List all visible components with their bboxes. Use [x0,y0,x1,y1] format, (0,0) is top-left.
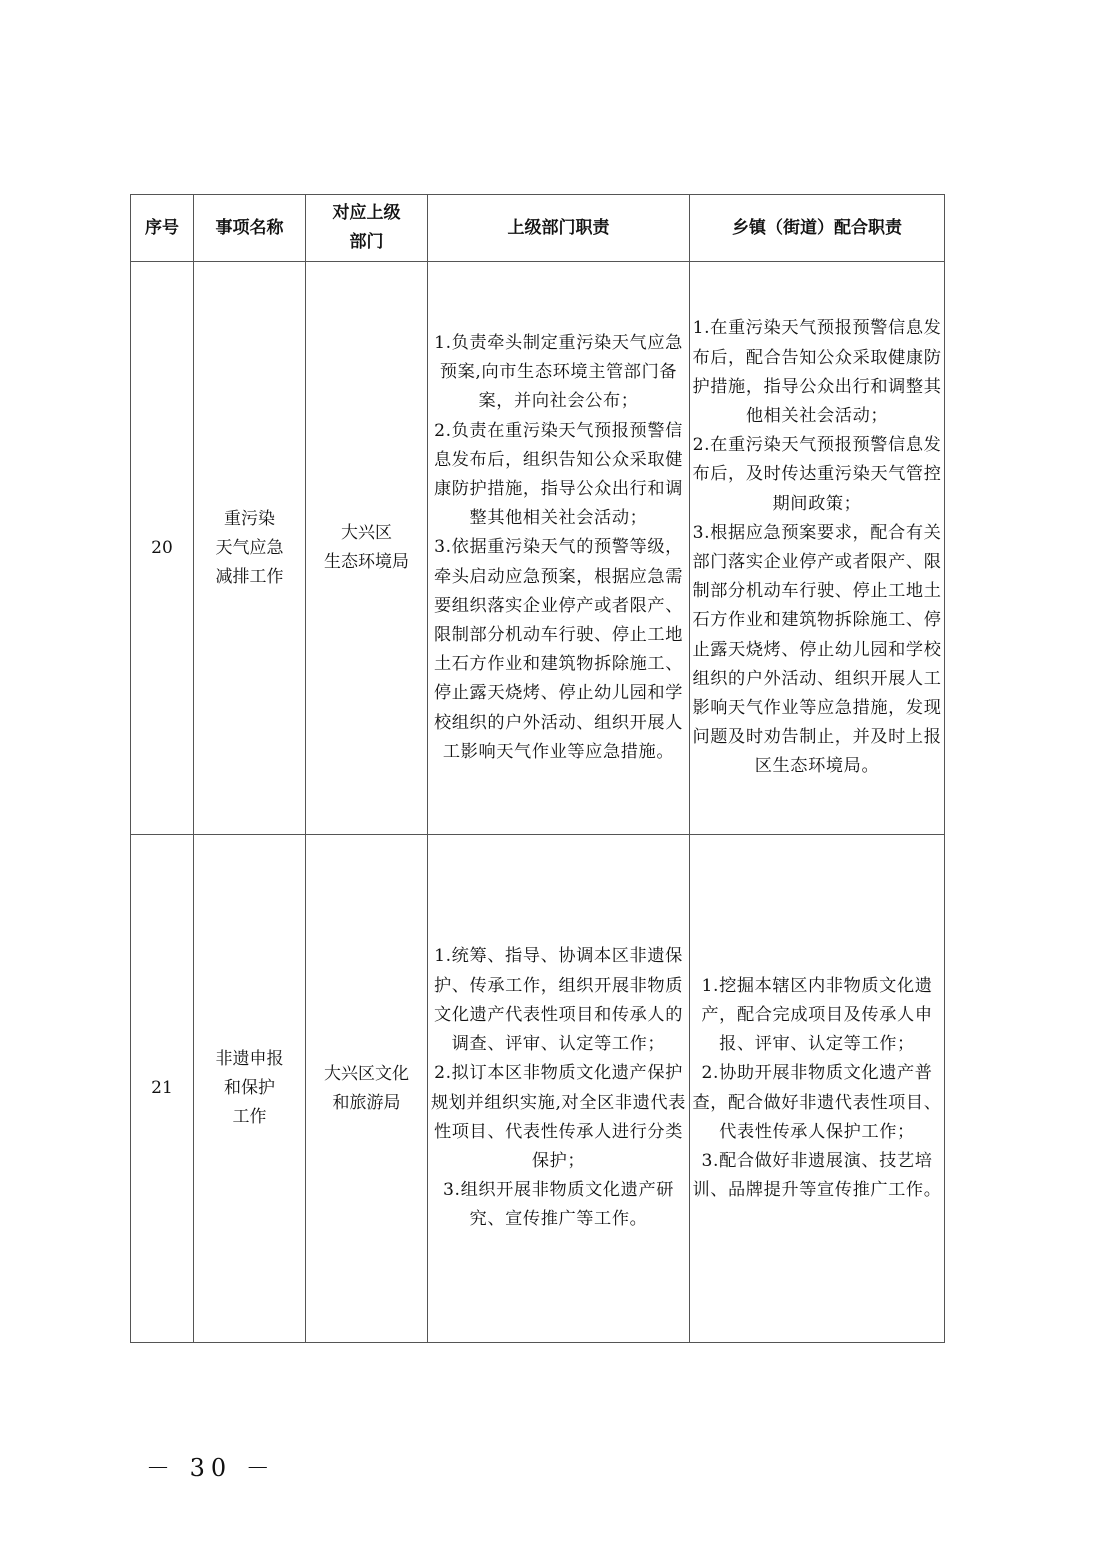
page-number: － 30 － [146,1454,276,1482]
row-town-duties: 1.挖掘本辖区内非物质文化遗产，配合完成项目及传承人申报、评审、认定等工作； 2.协助开展非物质文化遗产普查，配合做好非遗代表性项目、代表性传承人保护工作； 3.配合做好非遗展演、技艺培训、品牌提升等宣传推广工作。 [690,835,945,1343]
row-superior-duties: 1.负责牵头制定重污染天气应急预案,向市生态环境主管部门备案，并向社会公布； 2.负责在重污染天气预报预警信息发布后，组织告知公众采取健康防护措施，指导公众出行和调整其他相关社会活动； 3.依据重污染天气的预警等级，牵头启动应急预案，根据应急需要组织落实企业停产或者限产、限制部分机动车行驶、停止工地土石方作业和建筑物拆除施工、停止露天烧烤、停止幼儿园和学校组织的户外活动、组织开展人工影响天气作业等应急措施。 [428,262,690,835]
header-superior-dept: 对应上级 部门 [306,195,428,262]
table-row [131,835,945,1343]
row-dept: 大兴区 生态环境局 [306,262,428,835]
row-item-name: 重污染 天气应急 减排工作 [194,262,306,835]
row-item-name: 非遗申报 和保护 工作 [194,835,306,1343]
row-dept: 大兴区文化 和旅游局 [306,835,428,1343]
header-superior-duties: 上级部门职责 [428,195,690,262]
header-index: 序号 [131,195,194,262]
row-index: 21 [131,835,194,1343]
row-town-duties: 1.在重污染天气预报预警信息发布后，配合告知公众采取健康防护措施，指导公众出行和调整其他相关社会活动； 2.在重污染天气预报预警信息发布后，及时传达重污染天气管控期间政策； 3.根据应急预案要求，配合有关部门落实企业停产或者限产、限制部分机动车行驶、停止工地土石方作业和建筑物拆除施工、停止露天烧烤、停止幼儿园和学校组织的户外活动、组织开展人工影响天气作业等应急措施，发现问题及时劝告制止，并及时上报区生态环境局。 [690,262,945,835]
table-header-row [131,195,945,262]
header-town-duties: 乡镇（街道）配合职责 [690,195,945,262]
table-row [131,262,945,835]
header-item-name: 事项名称 [194,195,306,262]
row-index: 20 [131,262,194,835]
row-superior-duties: 1.统筹、指导、协调本区非遗保护、传承工作，组织开展非物质文化遗产代表性项目和传承人的调查、评审、认定等工作； 2.拟订本区非物质文化遗产保护规划并组织实施,对全区非遗代表性项目、代表性传承人进行分类保护； 3.组织开展非物质文化遗产研究、宣传推广等工作。 [428,835,690,1343]
duties-table [130,194,945,1343]
